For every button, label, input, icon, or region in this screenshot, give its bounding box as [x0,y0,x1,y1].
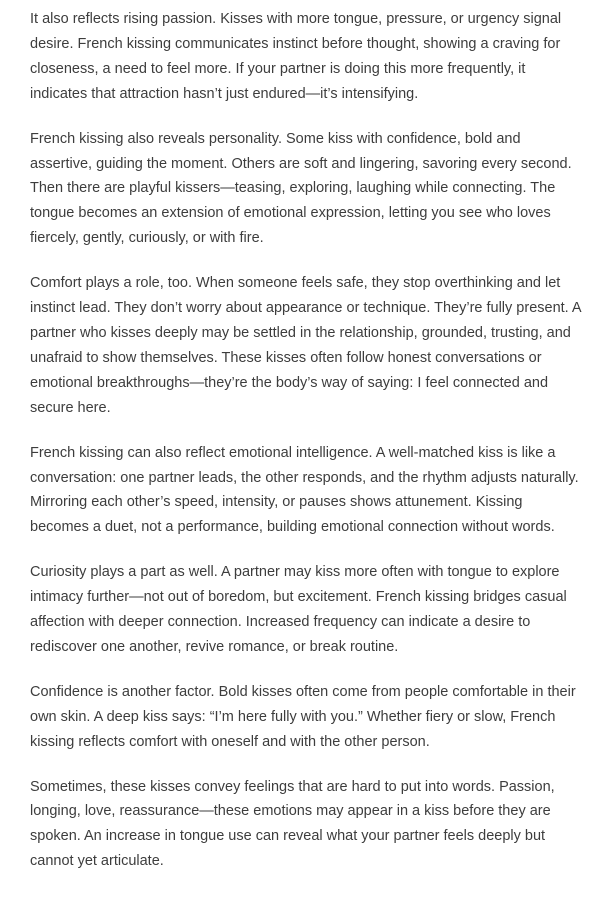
paragraph-comfort: Comfort plays a role, too. When someone feels safe, they stop overthinking and let instinct lead. They don’t worry about appearance or technique. They’re fully present. A partner who kisses deeply may be settled in the relationship, grounded, trusting, and unafraid to show themselves. These kisses often follow honest conversations or emotional breakthroughs—they’re the body’s way of saying: I feel connected and secure here. [30,275,581,416]
paragraph-rising-passion: It also reflects rising passion. Kisses with more tongue, pressure, or urgency signal desire. French kissing communicates instinct before thought, showing a craving for closeness, a need to feel more. If your partner is doing this more frequently, it indicates that attraction hasn’t just endured—it’s intensifying. [30,11,562,102]
paragraph-emotional-intelligence: French kissing can also reflect emotional intelligence. A well-matched kiss is like a conversation: one partner leads, the other responds, and the rhythm adjusts naturally. Mirroring each other’s speed, intensity, or pauses shows attunement. Kissing becomes a duet, not a performance, building emotional connection without words. [30,444,579,536]
paragraph-confidence: Confidence is another factor. Bold kisses often come from people comfortable in their own skin. A deep kiss says: “I’m here fully with you.” Whether fiery or slow, French kissing reflects comfort with oneself and with the other person. [30,683,576,750]
paragraph-personality: French kissing also reveals personality. Some kiss with confidence, bold and assertive, guiding the moment. Others are soft and lingering, savoring every second. Then there are playful kissers—teasing, exploring, laughing while connecting. The tongue becomes an extension of emotional expression, letting you see who loves fiercely, gently, curiously, or with fire. [30,130,572,247]
paragraph-unspoken-feelings: Sometimes, these kisses convey feelings that are hard to put into words. Passion, longing, love, reassurance—these emotions may appear in a kiss before they are spoken. An increase in tongue use can reveal what your partner feels deeply but cannot yet articulate. [30,778,555,870]
paragraph-curiosity: Curiosity plays a part as well. A partner may kiss more often with tongue to explore intimacy further—not out of boredom, but excitement. French kissing bridges casual affection with deeper connection. Increased frequency can indicate a desire to rediscover one another, revive romance, or break routine. [30,564,567,655]
